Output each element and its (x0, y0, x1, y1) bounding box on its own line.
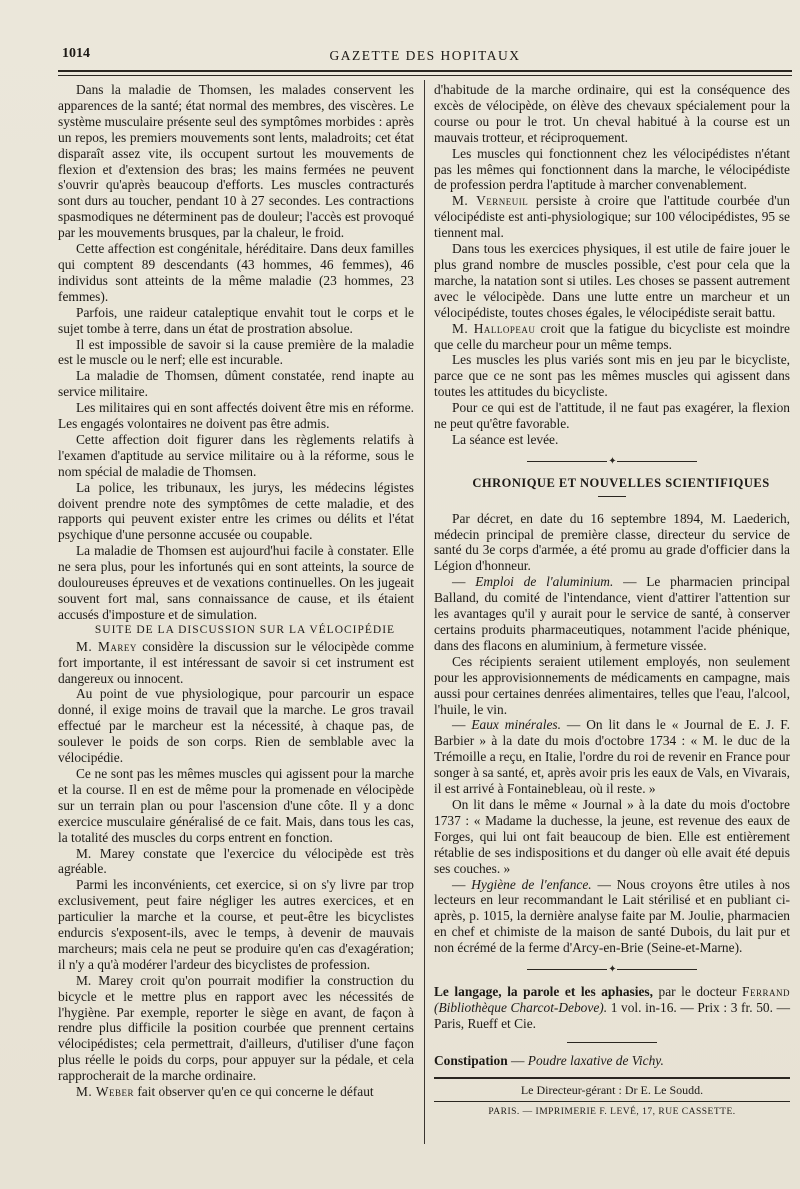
paragraph: Pour ce qui est de l'attitude, il ne faut pas exagérer, la flexion ne peut qu'être favorable. (434, 400, 790, 432)
speaker-name: M. Marey (76, 638, 137, 654)
paragraph (58, 639, 414, 687)
item-title: Hygiène de l'enfance. (471, 876, 592, 892)
ad-product: Poudre laxative de Vichy. (527, 1052, 664, 1068)
paragraph: La police, les tribunaux, les jurys, les médecins légistes doivent prendre note des symptômes de cette maladie, et des rapports qui peuvent exister entre les crimes ou délits et l'état psychique d'une personne accusée ou coupable. (58, 479, 414, 543)
speaker-name: M. Weber (76, 1084, 134, 1100)
journal-title: GAZETTE DES HOPITAUX (329, 48, 521, 63)
director-line: Le Directeur-gérant : Dr E. Le Soudd. (434, 1079, 790, 1103)
paragraph-text: — Le pharmacien principal Balland, du comité de l'intendance, vient d'attirer l'attention sur les avantages qu'il y aurait pour le service de santé, à conserver certains produits pharmaceutiques, notamment l'acide phénique, dans des flacons en aluminium, à fermeture vissée. (434, 574, 790, 653)
paragraph: M. Marey constate que l'exercice du vélocipède est très agréable. (58, 845, 414, 877)
paragraph: Les muscles qui fonctionnent chez les vélocipédistes n'étant pas les mêmes qui fonctionnent dans la marche, le vélocipédiste de profession perdra l'aptitude à marcher convenablement. (434, 145, 790, 193)
paragraph: Parmi les inconvénients, cet exercice, si on s'y livre par trop exclusivement, peut faire négliger les autres exercices, et en particulier la marche et la course, et peut-être les bicyclistes endurcis s'exposent-ils, avec le temps, à devenir de mauvais marcheurs; mais cela ne peut se produire qu'en cas d'exagération; il n'y a qu'à modérer l'ardeur des bicyclistes de profession. (58, 877, 414, 972)
paragraph (58, 1084, 414, 1100)
header-rule (58, 70, 792, 72)
item-title: Emploi de l'aluminium. (475, 574, 614, 590)
speaker-name: M. Hallopeau (452, 320, 536, 336)
printer-line: PARIS. — IMPRIMERIE F. LEVÉ, 17, RUE CASSETTE. (488, 1107, 736, 1118)
paragraph: La maladie de Thomsen, dûment constatée, rend inapte au service militaire. (58, 368, 414, 400)
paragraph: Cette affection doit figurer dans les règlements relatifs à l'examen d'aptitude au service militaire ou à la réforme, sous le nom spécial de maladie de Thomsen. (58, 431, 414, 479)
imprint-footer (434, 1077, 790, 1125)
paragraph: Cette affection est congénitale, héréditaire. Dans deux familles qui comptent 89 descendants (43 hommes, 46 femmes), 46 individus sont atteints de la même maladie (23 hommes, 23 femmes). (58, 241, 414, 304)
book-series: (Bibliothèque Charcot-Debove). (434, 999, 608, 1015)
divider (567, 1042, 657, 1043)
ornament-divider: ✦ (434, 454, 790, 470)
section-heading: SUITE DE LA DISCUSSION SUR LA VÉLOCIPÉDIE (94, 623, 396, 636)
right-column (434, 82, 790, 1124)
paragraph: — Emploi de l'aluminium. — Le pharmacien principal Balland, du comité de l'intendance, vient d'attirer l'attention sur les avantages qu'il y aurait pour le service de santé, à conserver certains produits pharmaceutiques, notamment l'acide phénique, dans des flacons en aluminium, à fermeture vissée. (434, 574, 790, 653)
paragraph-text: — On lit dans le « Journal de E. J. F. Barbier » à la date du mois d'octobre 1734 : « M. le duc de la Trémoille a reçu, en Italie, l'ordre du roi de revenir en France pour songer à sa santé, et, après avoir pris les eaux de Vals, en Vivarais, il est arrivé à Fontainebleau, où il reste. » (434, 717, 790, 797)
left-column (58, 82, 414, 1100)
paragraph: Dans la maladie de Thomsen, les malades conservent les apparences de la santé; état normal des membres, des viscères. Le système musculaire présente seul des symptômes morbides : après un repos, les premiers mouvements sont lents, maladroits; cet état disparaît assez vite, ils occupent surtout les mouvements de flexion et d'extension des bras; les mains fermées ne peuvent s'ouvrir qu'après beaucoup d'efforts. Les muscles contracturés sont durs au toucher, pendant 10 à 27 secondes. Les contractions spasmodiques ne déterminent pas de douleur; l'accès est provoqué par les mouvements brusques, par la chaleur, le froid. (58, 82, 414, 241)
book-title: Le langage, la parole et les aphasies, (434, 983, 653, 999)
ad-title: Constipation (434, 1052, 508, 1068)
advertisement: Constipation — Poudre laxative de Vichy. (434, 1052, 664, 1068)
paragraph: d'habitude de la marche ordinaire, qui est la conséquence des excès de vélocipède, on élève des chevaux spécialement pour la course ou pour le trot. Un cheval habitué à la course est un mauvais trotteur, et réciproquement. (434, 82, 790, 145)
paragraph-text: considère la discussion sur le vélocipède comme fort importante, il est intéressant de savoir si cet instrument est dangereux ou innocent. (58, 638, 414, 686)
paragraph: — Hygiène de l'enfance. — Nous croyons être utiles à nos lecteurs en leur recommandant le Lait stérilisé et en publiant ci-après, p. 1015, la dernière analyse faite par M. Joulie, pharmacien en chef et chimiste de la maison de santé Dubois, du lait pur et non écrémé de la ferme d'Arcy-en-Brie (Seine-et-Marne). (434, 876, 790, 956)
book-author: Ferrand (742, 983, 790, 999)
paragraph (434, 321, 790, 353)
paragraph: Au point de vue physiologique, pour parcourir un espace donné, il exige moins de travail que la marche. Le gros travail effectué par le marcheur est la nécessité, à chaque pas, de soulever le poids de son corps. Rien de semblable avec la vélocipédie. (58, 686, 414, 766)
paragraph-text: — Nous croyons être utiles à nos lecteurs en leur recommandant le Lait stérilisé et en publiant ci-après, p. 1015, la dernière analyse faite par M. Joulie, pharmacien en chef et chimiste de la maison de santé Dubois, du lait pur et non écrémé de la ferme d'Arcy-en-Brie (Seine-et-Marne). (434, 876, 790, 956)
header-rule-thin (58, 75, 792, 76)
paragraph: Ces récipients seraient utilement employés, non seulement pour les approvisionnements de médicaments en campagne, mais aussi pour certaines denrées alimentaires, telles que l'eau, l'alcool, l'huile, le vin. (434, 653, 790, 717)
page-number: 1014 (62, 46, 90, 61)
paragraph: Dans tous les exercices physiques, il est utile de faire jouer le plus grand nombre de muscles possible, c'est pour cela que la marche, la natation sont si utiles. Les choses se passent autrement avec le vélocipède. Dans une lutte entre un marcheur et un vélocipédiste, toutes choses égales, le vélocipédiste serait battu. (434, 241, 790, 320)
paragraph: On lit dans le même « Journal » à la date du mois d'octobre 1737 : « Madame la duchesse, la jeune, est revenue des eaux de Forges, qui lui ont fait beaucoup de bien. Elle est entièrement rétablie de ses indispositions et du danger où elle avait été depuis ses couches. » (434, 796, 790, 876)
paragraph: La séance est levée. (452, 431, 559, 447)
speaker-name: M. Verneuil (452, 193, 529, 209)
paragraph: Ce ne sont pas les mêmes muscles qui agissent pour la marche et la course. Il en est de même pour la promenade en vélocipède sur un terrain plan ou pour l'ascension d'une côte. Il y a donc exercice musculaire généralisé de ce fait. Mais, dans tous les cas, la totalité des muscles du corps entrent en fonction. (58, 765, 414, 845)
paragraph: Les muscles les plus variés sont mis en jeu par le bicycliste, parce que ce ne sont pas les mêmes muscles qui agissent dans toutes les attitudes du bicycliste. (434, 352, 790, 400)
item-title: Eaux minérales. (471, 717, 561, 733)
ornament-divider: ✦ (434, 962, 790, 978)
paragraph: Par décret, en date du 16 septembre 1894, M. Laederich, médecin principal de première classe, directeur du service de santé du 3e corps d'armée, a été promu au grade d'officier dans la Légion d'honneur. (434, 510, 790, 574)
page-header (58, 44, 792, 66)
paragraph: Il est impossible de savoir si la cause première de la maladie est le muscle ou le nerf; elle est incurable. (58, 336, 414, 368)
heading-rule (598, 496, 626, 497)
paragraph: — Eaux minérales. — On lit dans le « Journal de E. J. F. Barbier » à la date du mois d'octobre 1734 : « M. le duc de la Trémoille a reçu, en Italie, l'ordre du roi de revenir en France pour songer à sa santé, et, après avoir pris les eaux de Vals, en Vivarais, il est arrivé à Fontainebleau, où il reste. » (434, 717, 790, 797)
paragraph: La maladie de Thomsen est aujourd'hui facile à constater. Elle ne sera plus, pour les infortunés qui en sont atteints, la source de douloureuses épreuves et de vexations continuelles. On les jugeait souvent fort mal, sans connaissance de cause, et ils étaient accusés d'imposture et de simulation. (58, 543, 414, 622)
paragraph: M. Marey croit qu'on pourrait modifier la construction du bicycle et le mettre plus en rapport avec les nécessités de l'hygiène. Par exemple, reporter le siège en avant, de façon à rendre plus difficile la position courbée que prennent certains vélocipédistes; cela permettrait, d'ailleurs, d'utiliser d'une façon plus réelle le poids du corps, pour appuyer sur la pédale, et cela rapprocherait de la marche ordinaire. (58, 972, 414, 1084)
column-divider (424, 80, 425, 1144)
paragraph-text: fait observer qu'en ce qui concerne le défaut (134, 1084, 374, 1100)
paragraph (434, 193, 790, 241)
paragraph-text: persiste à croire que l'attitude courbée d'un vélocipédiste est anti-physiologique; sur 100 vélocipédistes, 95 se tiennent mal. (434, 193, 790, 241)
paragraph: Parfois, une raideur cataleptique envahit tout le corps et le sujet tombe à terre, dans un état de prostration absolue. (58, 304, 414, 336)
chronique-heading: CHRONIQUE ET NOUVELLES SCIENTIFIQUES (472, 475, 770, 490)
paragraph-text: croit que la fatigue du bicycliste est moindre que celle du marcheur pour un même temps. (434, 320, 790, 352)
book-announcement: Le langage, la parole et les aphasies, par le docteur Ferrand (Bibliothèque Charcot-Debove). 1 vol. in-16. — Prix : 3 fr. 50. — Paris, Rueff et Cie. (434, 983, 790, 1031)
paragraph: Les militaires qui en sont affectés doivent être mis en réforme. Les engagés volontaires ne doivent pas être admis. (58, 400, 414, 432)
